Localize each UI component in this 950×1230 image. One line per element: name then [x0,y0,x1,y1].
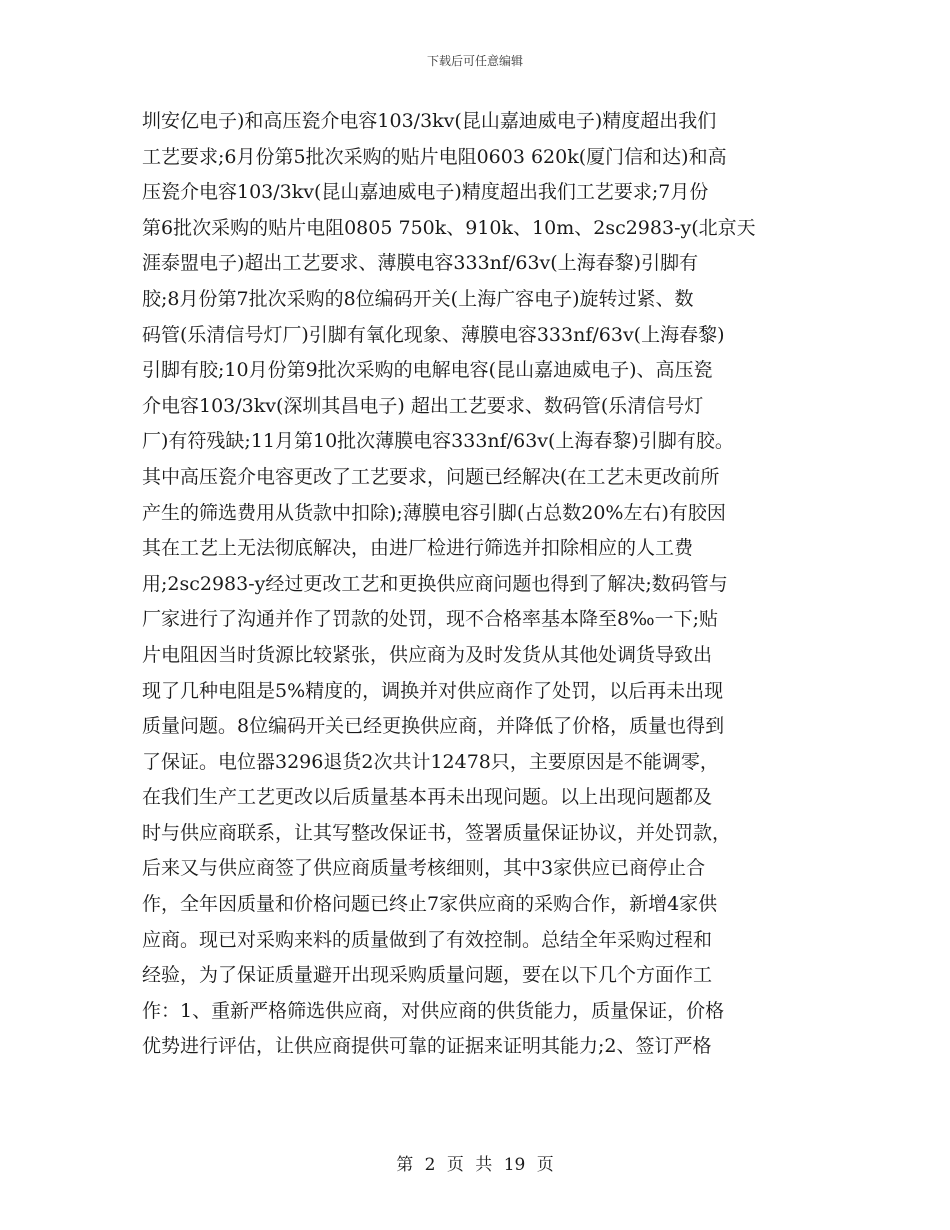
text-line: 工艺要求;6月份第5批次采购的贴片电阻0603 620k(厦门信和达)和高 [142,145,727,168]
text-line: 厂家进行了沟通并作了罚款的处罚，现不合格率基本降至8‰一下;贴 [142,608,718,631]
text-line: 了保证。电位器3296退货2次共计12478只，主要原因是不能调零， [142,750,719,773]
text-line: 压瓷介电容103/3kv(昆山嘉迪威电子)精度超出我们工艺要求;7月份 [142,181,709,204]
text-line: 圳安亿电子)和高压瓷介电容103/3kv(昆山嘉迪威电子)精度超出我们 [142,110,717,132]
body-text [142,104,810,1065]
text-line: 质量问题。8位编码开关已经更换供应商，并降低了价格，质量也得到 [142,715,725,738]
text-line: 作，全年因质量和价格问题已终止7家供应商的采购合作，新增4家供 [142,893,718,916]
text-line: 其中高压瓷介电容更改了工艺要求，问题已经解决(在工艺未更改前所 [142,465,720,488]
text-line: 应商。现已对采购来料的质量做到了有效控制。总结全年采购过程和 [142,928,713,951]
text-line: 产生的筛选费用从货款中扣除);薄膜电容引脚(占总数20%左右)有胶因 [142,501,726,524]
text-line: 码管(乐清信号灯厂)引脚有氧化现象、薄膜电容333nf/63v(上海春黎) [142,323,725,346]
text-line: 片电阻因当时货源比较紧张，供应商为及时发货从其他处调货导致出 [142,643,713,666]
text-line: 厂)有符残缺;11月第10批次薄膜电容333nf/63v(上海春黎)引脚有胶。 [142,430,734,453]
text-line: 后来又与供应商签了供应商质量考核细则，其中3家供应已商停止合 [142,857,706,880]
page-header: 下载后可任意编辑 [426,54,523,68]
text-line: 第6批次采购的贴片电阻0805 750k、910k、10m、2sc2983-y(北京天 [142,216,756,239]
text-line: 胶;8月份第7批次采购的8位编码开关(上海广容电子)旋转过紧、数 [142,287,694,310]
text-line: 在我们生产工艺更改以后质量基本再未出现问题。以上出现问题都及 [142,786,713,809]
text-line: 用;2sc2983-y经过更改工艺和更换供应商问题也得到了解决;数码管与 [142,572,728,595]
text-line: 经验，为了保证质量避开出现采购质量问题，要在以下几个方面作工 [142,964,713,987]
text-line: 介电容103/3kv(深圳其昌电子) 超出工艺要求、数码管(乐清信号灯 [142,394,704,417]
text-line: 优势进行评估，让供应商提供可靠的证据来证明其能力;2、签订严格 [142,1035,712,1058]
text-line: 引脚有胶;10月份第9批次采购的电解电容(昆山嘉迪威电子)、高压瓷 [142,359,713,382]
text-line: 作：1、重新严格筛选供应商，对供应商的供货能力，质量保证，价格 [142,999,725,1022]
text-line: 涯泰盟电子)超出工艺要求、薄膜电容333nf/63v(上海春黎)引脚有 [142,252,699,275]
text-line: 其在工艺上无法彻底解决，由进厂检进行筛选并扣除相应的人工费 [142,537,694,560]
text-line: 现了几种电阻是5%精度的，调换并对供应商作了处罚，以后再未出现 [142,679,724,702]
page-number: 第 2 页 共 19 页 [396,1155,554,1175]
text-line: 时与供应商联系，让其写整改保证书，签署质量保证协议，并处罚款， [142,821,732,844]
